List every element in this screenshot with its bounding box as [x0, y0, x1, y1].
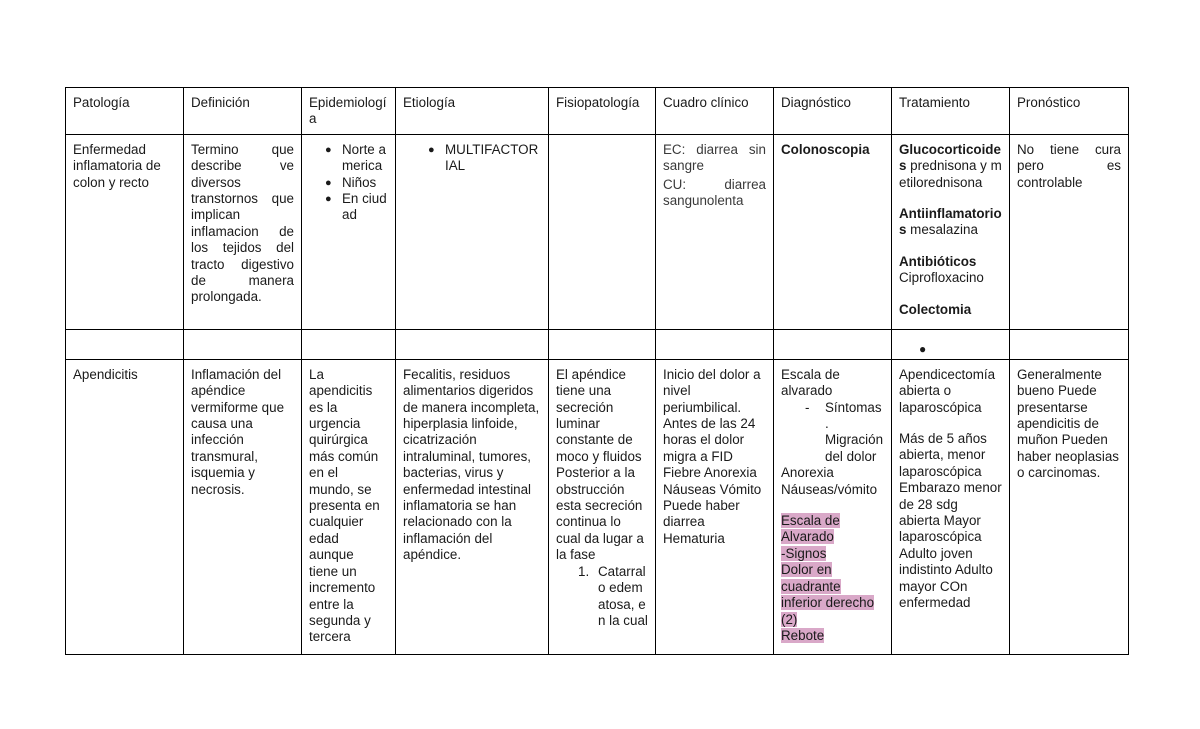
list-item: ● MULTIFACTORIAL: [428, 141, 539, 174]
epidemiologia-cell: La apendicitis es la urgencia quirúrgica más común en el mundo, se presenta en cualquier edad aunque tiene un incremento entre la segunda y tercera: [302, 359, 396, 654]
tratamiento-cell: [892, 134, 1010, 329]
empty-cell: [1010, 329, 1129, 359]
header-cell: Diagnóstico: [774, 88, 892, 135]
empty-cell: [302, 329, 396, 359]
epidemiologia-cell: [302, 134, 396, 329]
header-cell: Fisiopatología: [549, 88, 656, 135]
pathology-table: [65, 87, 1129, 655]
pronostico-cell: Generalmente bueno Puede presentarse apendicitis de muñon Pueden haber neoplasias o carcinomas.: [1010, 359, 1129, 654]
treatment-entry: Antiinflamatorios mesalazina: [899, 206, 1002, 238]
empty-cell: [184, 329, 302, 359]
patologia-cell: Enfermedad inflamatoria de colon y recto: [66, 134, 184, 329]
header-cell: Tratamiento: [892, 88, 1010, 135]
etiologia-cell: Fecalitis, residuos alimentarios digeridos de manera incompleta, hiperplasia linfoide, cicatrización intraluminal, tumores, bacterias, virus y enfermedad intestinal inflamatoria se han relacionado con la inflamación del apéndice.: [396, 359, 549, 654]
empty-cell: [774, 329, 892, 359]
treatment-entry: Colectomia: [899, 301, 972, 317]
diagnostico-cell: Escala de alvarado - Síntomas . Migración del dolor Anorexia Náuseas/vómito Escala de Alvarado -Signos Dolor en cuadrante inferior derecho (2) Rebote: [774, 359, 892, 654]
definicion-cell: Inflamación del apéndice vermiforme que causa una infección transmural, isquemia y necrosis.: [184, 359, 302, 654]
empty-cell: [656, 329, 774, 359]
cuadro-line: EC: diarrea sin sangre: [663, 141, 766, 174]
table-row: [66, 134, 1129, 329]
patologia-cell: Apendicitis: [66, 359, 184, 654]
list-item: ● Niños: [325, 174, 377, 190]
cuadro-clinico-cell: Inicio del dolor a nivel periumbilical. Antes de las 24 horas el dolor migra a FID Fiebre Anorexia Náuseas Vómito Puede haber diarrea Hematuria: [656, 359, 774, 654]
empty-cell: [66, 329, 184, 359]
header-cell: Definición: [184, 88, 302, 135]
header-row: [66, 88, 1129, 135]
list-item: ● En ciudad: [325, 191, 387, 223]
cuadro-clinico-cell: [656, 134, 774, 329]
fisiopatologia-cell: [549, 134, 656, 329]
sub-item: Migración del dolor: [825, 432, 884, 464]
empty-cell: [549, 329, 656, 359]
table-row-empty: [66, 329, 1129, 359]
list-item: ● Norte america: [325, 141, 386, 174]
tratamiento-cell: Apendicectomía abierta o laparoscópica Más de 5 años abierta, menor laparoscópica Embarazo menor de 28 sdg abierta Mayor laparoscópica Adulto joven indistinto Adulto mayor COn enfermedad: [892, 359, 1010, 654]
highlighted-note: Escala de Alvarado -Signos Dolor en cuadrante inferior derecho (2) Rebote: [781, 513, 875, 643]
header-cell: Etiología: [396, 88, 549, 135]
table-row: [66, 359, 1129, 654]
header-cell: Pronóstico: [1010, 88, 1129, 135]
etiologia-cell: [396, 134, 549, 329]
treatment-entry: Glucocorticoides prednisona y metilorednisona: [899, 141, 1002, 190]
sub-item: - Síntomas .: [805, 399, 882, 432]
header-cell: Epidemiología: [302, 88, 396, 135]
diagnostico-cell: Colonoscopia: [774, 134, 892, 329]
treatment-entry: Antibióticos Ciprofloxacino: [899, 253, 984, 286]
pronostico-cell: No tiene cura pero es controlable: [1010, 134, 1129, 329]
definicion-cell: Termino que describe ve diversos transtornos que implican inflamacion de los tejidos del tracto digestivo de manera prolongada.: [184, 134, 302, 329]
header-cell: Cuadro clínico: [656, 88, 774, 135]
empty-cell: [892, 329, 1010, 359]
bullet-icon: ●: [919, 341, 927, 356]
cuadro-line: CU: diarrea sangunolenta: [663, 176, 766, 209]
list-item: 1. Catarral o edematosa, en la cual: [578, 563, 648, 628]
empty-cell: [396, 329, 549, 359]
fisiopatologia-cell: El apéndice tiene una secreción luminar constante de moco y fluidos Posterior a la obstrucción esta secreción continua lo cual da lugar a la fase 1. Catarral o edematosa, en la cual: [549, 359, 656, 654]
header-cell: Patología: [66, 88, 184, 135]
